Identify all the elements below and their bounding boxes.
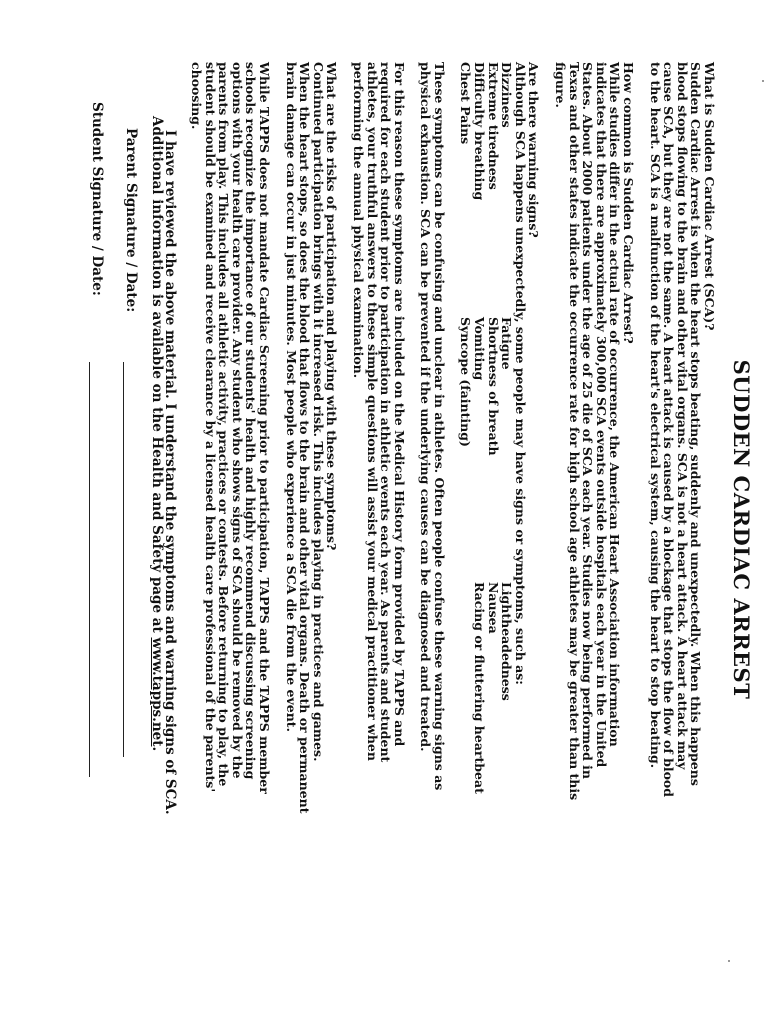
acknowledgement-line bbox=[149, 116, 163, 937]
symptom-item: Vomiting bbox=[472, 317, 488, 381]
acknowledgement-text: Additional information is available on the Health and Safety page at bbox=[148, 116, 165, 638]
paragraph-line: parents from play. This includes all athletic activity, practices or contests. Before returning to play, the bbox=[216, 62, 232, 787]
student-signature-label: Student Signature / Date: bbox=[89, 102, 106, 296]
symptom-item bbox=[459, 582, 473, 922]
paragraph-line: indicates that there are approximately 300,000 SCA events outside hospitals each year in the United bbox=[593, 62, 609, 768]
paragraph-line: When the heart stops, so does the blood that flows to the brain and other vital organs. Death or permanent bbox=[297, 62, 313, 814]
paragraph-line: Sudden Cardiac Arrest is when the heart stops beating, suddenly and unexpectedly. When this happens bbox=[688, 62, 704, 786]
section-paragraph bbox=[553, 62, 621, 937]
section-warning-signs bbox=[459, 62, 541, 937]
section-paragraph bbox=[284, 62, 325, 937]
paragraph-line: blood stops flowing to the brain and other vital organs. SCA is not a heart attack. A heart attack may bbox=[674, 62, 690, 770]
paragraph-line: While studies differ in the actual rate of occurrence, the American Heart Association information bbox=[607, 62, 623, 747]
paragraph-line: brain damage can occur in just minutes. Most people who experience a SCA die from the event. bbox=[283, 62, 299, 732]
section-paragraph bbox=[648, 62, 702, 937]
section-what-is-sca bbox=[648, 62, 716, 937]
section-heading: How common is Sudden Cardiac Arrest? bbox=[621, 62, 637, 344]
paragraph-line: While TAPPS does not mandate Cardiac Screening prior to participation, TAPPS and the TAPPS member bbox=[256, 62, 272, 794]
symptom-item: Racing or fluttering heartbeat bbox=[472, 582, 488, 794]
acknowledgement-period: . bbox=[148, 746, 165, 752]
paragraph-line: athletes, your truthful answers to these simple questions will assist your medical practitioner when bbox=[364, 62, 380, 761]
paragraph-line: For this reason these symptoms are included on the Medical History form provided by TAPPS and bbox=[391, 62, 407, 747]
symptom-item: Chest Pains bbox=[458, 62, 474, 145]
warning-signs-intro: Although SCA happens unexpectedly, some people may have signs or symptoms, such as: bbox=[512, 62, 528, 685]
symptom-item: Dizziness bbox=[499, 62, 515, 128]
paragraph-line: performing the annual physical examination. bbox=[350, 62, 366, 379]
section-heading: Are there warning signs? bbox=[526, 62, 542, 238]
scan-speck bbox=[762, 80, 764, 82]
section-heading: What are the risks of participation and playing with these symptoms? bbox=[324, 62, 340, 551]
parent-signature-line[interactable] bbox=[123, 362, 124, 757]
scan-speck bbox=[728, 960, 730, 962]
symptom-item: Extreme tiredness bbox=[485, 62, 501, 190]
document-body bbox=[81, 62, 752, 937]
section-risks bbox=[284, 62, 338, 937]
acknowledgement-statement bbox=[148, 116, 179, 937]
symptom-item: Difficulty breathing bbox=[472, 62, 488, 201]
section-heading: What is Sudden Cardiac Arrest (SCA)? bbox=[702, 62, 717, 331]
student-signature-line[interactable] bbox=[89, 362, 90, 777]
symptom-item: Lightheadedness bbox=[499, 582, 515, 701]
parent-signature-row bbox=[115, 62, 143, 937]
symptom-item: Shortness of breath bbox=[485, 317, 501, 456]
acknowledgement-line: I have reviewed the above material. I understand the symptoms and warning signs of SCA. bbox=[162, 130, 179, 815]
paragraph-line: to the heart. SCA is a malfunction of the heart's electrical system, causing the heart to stop beating. bbox=[647, 62, 663, 769]
symptom-list bbox=[459, 62, 513, 937]
section-how-common bbox=[553, 62, 635, 937]
document-title: SUDDEN CARDIAC ARREST bbox=[729, 359, 754, 700]
symptoms-confusion-paragraph bbox=[419, 62, 446, 937]
paragraph-line: options with your health care provider. Any student who shows signs of SCA should be removed by the bbox=[229, 62, 245, 779]
paragraph-line: student should be examined and receive clearance by a licensed health care professional of the parents' bbox=[202, 62, 218, 793]
paragraph-line: figure. bbox=[553, 62, 569, 108]
parent-signature-label: Parent Signature / Date: bbox=[123, 128, 140, 313]
paragraph-line: Continued participation brings with it increased risk. This includes playing in practices and games. bbox=[310, 62, 326, 762]
paragraph-line: schools recognize the importance of our students' health and highly recommend discussing screening bbox=[243, 62, 259, 780]
paragraph-line: cause SCA, but they are not the same. A heart attack is caused by a blockage that stops the flow of blood bbox=[661, 62, 677, 798]
symptom-item: Nausea bbox=[485, 582, 501, 634]
symptom-item: Syncope (fainting) bbox=[458, 317, 474, 447]
symptom-item: Fatigue bbox=[499, 317, 515, 370]
paragraph-line: physical exhaustion. SCA can be prevented if the underlying causes can be diagnosed and treated. bbox=[418, 62, 434, 752]
paragraph-line: required for each student prior to participation in athletic events each year. As parents and student bbox=[378, 62, 394, 763]
paragraph-line: These symptoms can be confusing and unclear in athletes. Often people confuse these warning signs as bbox=[431, 62, 447, 791]
paragraph-line: choosing. bbox=[189, 62, 204, 130]
paragraph-line: States. About 2000 patients under the age of 25 die of SCA each year. Studies now being performed in bbox=[580, 62, 596, 780]
screening-paragraph bbox=[189, 62, 271, 937]
medical-history-paragraph bbox=[351, 62, 405, 937]
paragraph-line: Texas and other states indicate the occurrence rate for high school age athletes may be greater than this bbox=[566, 62, 582, 801]
student-signature-row bbox=[81, 62, 109, 937]
tapps-website-link[interactable]: www.tapps.net bbox=[148, 637, 165, 747]
